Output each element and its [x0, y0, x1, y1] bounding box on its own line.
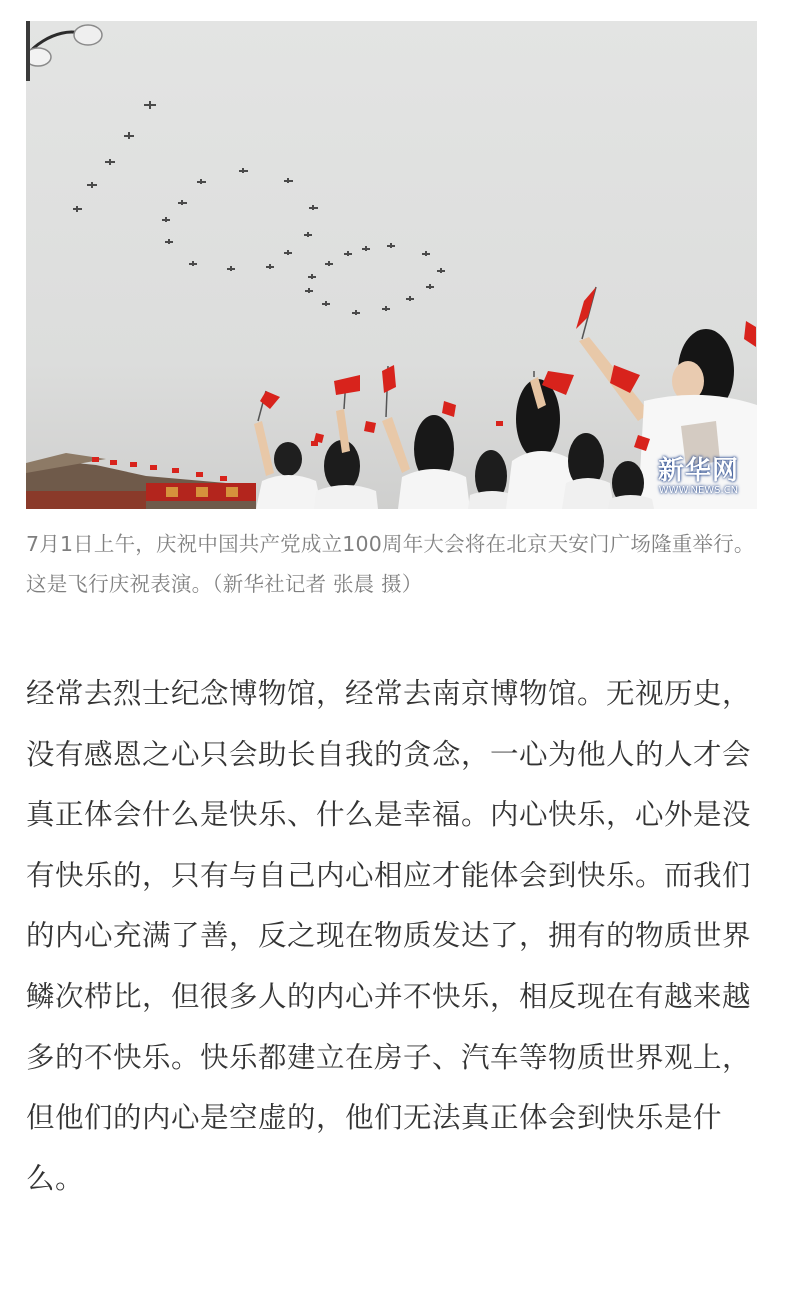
news-photo [26, 21, 757, 509]
street-lamp [26, 21, 102, 81]
watermark-url: WWW.NEWS.CN [658, 485, 739, 496]
photo-caption: 7月1日上午，庆祝中国共产党成立100周年大会将在北京天安门广场隆重举行。这是飞行庆祝表演。（新华社记者 张晨 摄） [26, 532, 755, 596]
watermark-main: 新华网 [657, 456, 739, 486]
article-paragraph: 经常去烈士纪念博物馆，经常去南京博物馆。无视历史，没有感恩之心只会助长自我的贪念，一心为他人的人才会真正体会什么是快乐、什么是幸福。内心快乐，心外是没有快乐的，只有与自己内心相应才能体会到快乐。而我们的内心充满了善，反之现在物质发达了，拥有的物质世界鳞次栉比，但很多人的内心并不快乐，相反现在有越来越多的不快乐。快乐都建立在房子、汽车等物质世界观上，但他们的内心是空虚的，他们无法真正体会到快乐是什么。 [26, 677, 752, 1195]
photo-illustration [26, 21, 757, 509]
xinhua-watermark-logo [658, 457, 739, 497]
aircraft-formation [73, 101, 445, 315]
